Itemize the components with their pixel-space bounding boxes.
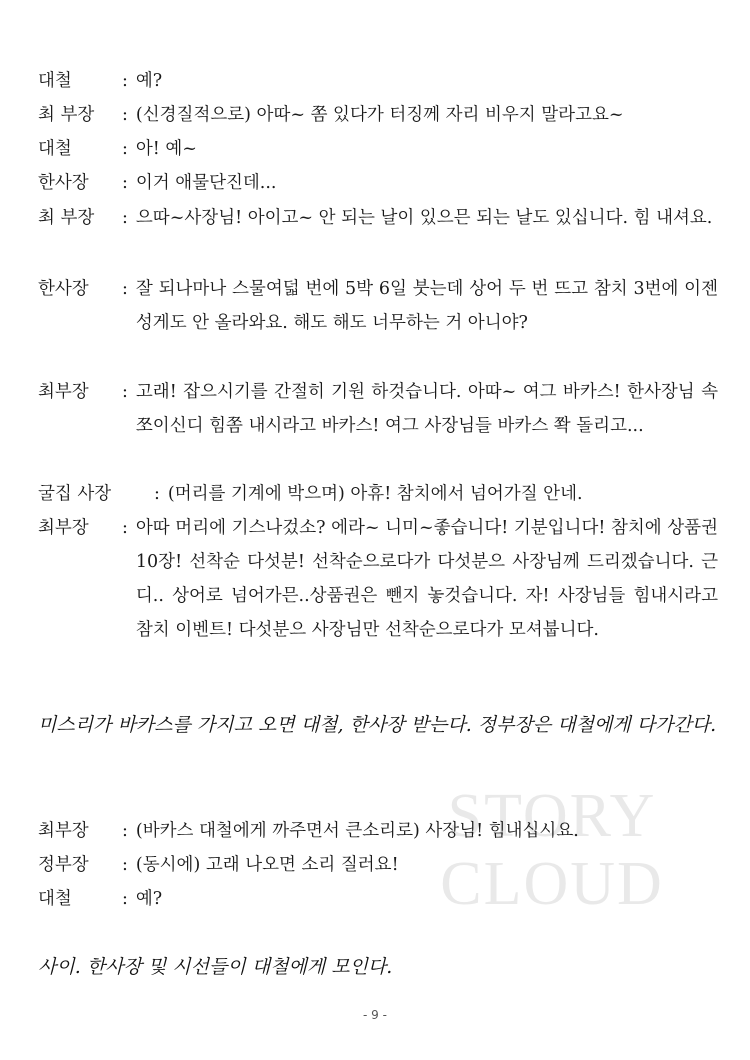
dialogue-line [38,375,718,443]
dialogue-line [38,814,718,848]
dialogue-line [38,882,718,916]
colon: : [122,71,128,91]
speech-text: (바카스 대철에게 까주면서 큰소리로) 사장님! 힘내십시요. [135,821,579,841]
dialogue-line [38,166,718,200]
dialogue-line [38,98,718,132]
speech-text: 아따 머리에 기스나겄소? 에라~ 니미~좋습니다! 기분입니다! 참치에 상품권 10장! 선착순 다섯분! 선착순으로다가 다섯분으 사장님께 드리겠습니다. 근디.. 상어로 넘어가믄..상품권은 뺀지 놓것습니다. 자! 사장님들 힘내시라고 참치 이벤트! 다섯분으 사장님만 선착순으로다가 모셔붑니다. [135,518,718,640]
colon: : [122,208,128,228]
stage-direction: 사이. 한사장 및 시선들이 대철에게 모인다. [38,956,393,978]
speech-text: 잘 되나마나 스물여덟 번에 5박 6일 붓는데 상어 두 번 뜨고 참치 3번에 이젠 성게도 안 올라와요. 해도 해도 너무하는 거 아니야? [135,279,718,333]
speech-text: (머리를 기계에 박으며) 아휴! 참치에서 넘어가질 안네. [167,484,583,504]
colon: : [122,889,128,909]
stage-direction: 미스리가 바카스를 가지고 오면 대철, 한사장 받는다. 정부장은 대철에게 다가간다. [38,714,717,736]
colon: : [122,855,128,875]
colon: : [122,279,128,299]
colon: : [122,139,128,159]
speaker-name: 굴집 사장 [38,484,112,504]
watermark-line-2: CLOUD [440,850,664,918]
dialogue-line [38,477,718,511]
speech-text: (신경질적으로) 아따~ 쫌 있다가 터징께 자리 비우지 말라고요~ [135,105,624,125]
watermark-line-1: STORY [447,782,657,850]
dialogue-line [38,64,718,98]
speaker-name: 최부장 [38,821,89,841]
speaker-name: 최부장 [38,382,89,402]
speaker-name: 최 부장 [38,208,95,228]
speaker-name: 대철 [38,889,72,909]
speech-text: 이거 애물단진데... [135,173,277,193]
speaker-name: 최부장 [38,518,89,538]
speaker-name: 대철 [38,71,72,91]
speaker-name: 한사장 [38,279,89,299]
speech-text: (동시에) 고래 나오면 소리 질러요! [135,855,399,875]
speech-text: 고래! 잡으시기를 간절히 기원 하것습니다. 아따~ 여그 바카스! 한사장님 속 쪼이신디 힘쫌 내시라고 바카스! 여그 사장님들 바카스 쫙 돌리고... [135,382,718,436]
dialogue-line [38,201,718,235]
dialogue-line [38,848,718,882]
speech-text: 예? [135,71,163,91]
dialogue-line [38,272,718,340]
speaker-name: 한사장 [38,173,89,193]
speaker-name: 정부장 [38,855,89,875]
dialogue-line [38,132,718,166]
colon: : [122,382,128,402]
dialogue-line [38,511,718,647]
speech-text: 으따~사장님! 아이고~ 안 되는 날이 있으믄 되는 날도 있십니다. 힘 내셔요. [135,208,713,228]
colon: : [122,173,128,193]
speaker-name: 대철 [38,139,72,159]
colon: : [122,105,128,125]
speech-text: 예? [135,889,163,909]
page-number: - 9 - [363,1008,387,1022]
speech-text: 아! 예~ [135,139,197,159]
speaker-name: 최 부장 [38,105,95,125]
colon: : [122,821,128,841]
colon: : [122,518,128,538]
colon: : [154,484,160,504]
